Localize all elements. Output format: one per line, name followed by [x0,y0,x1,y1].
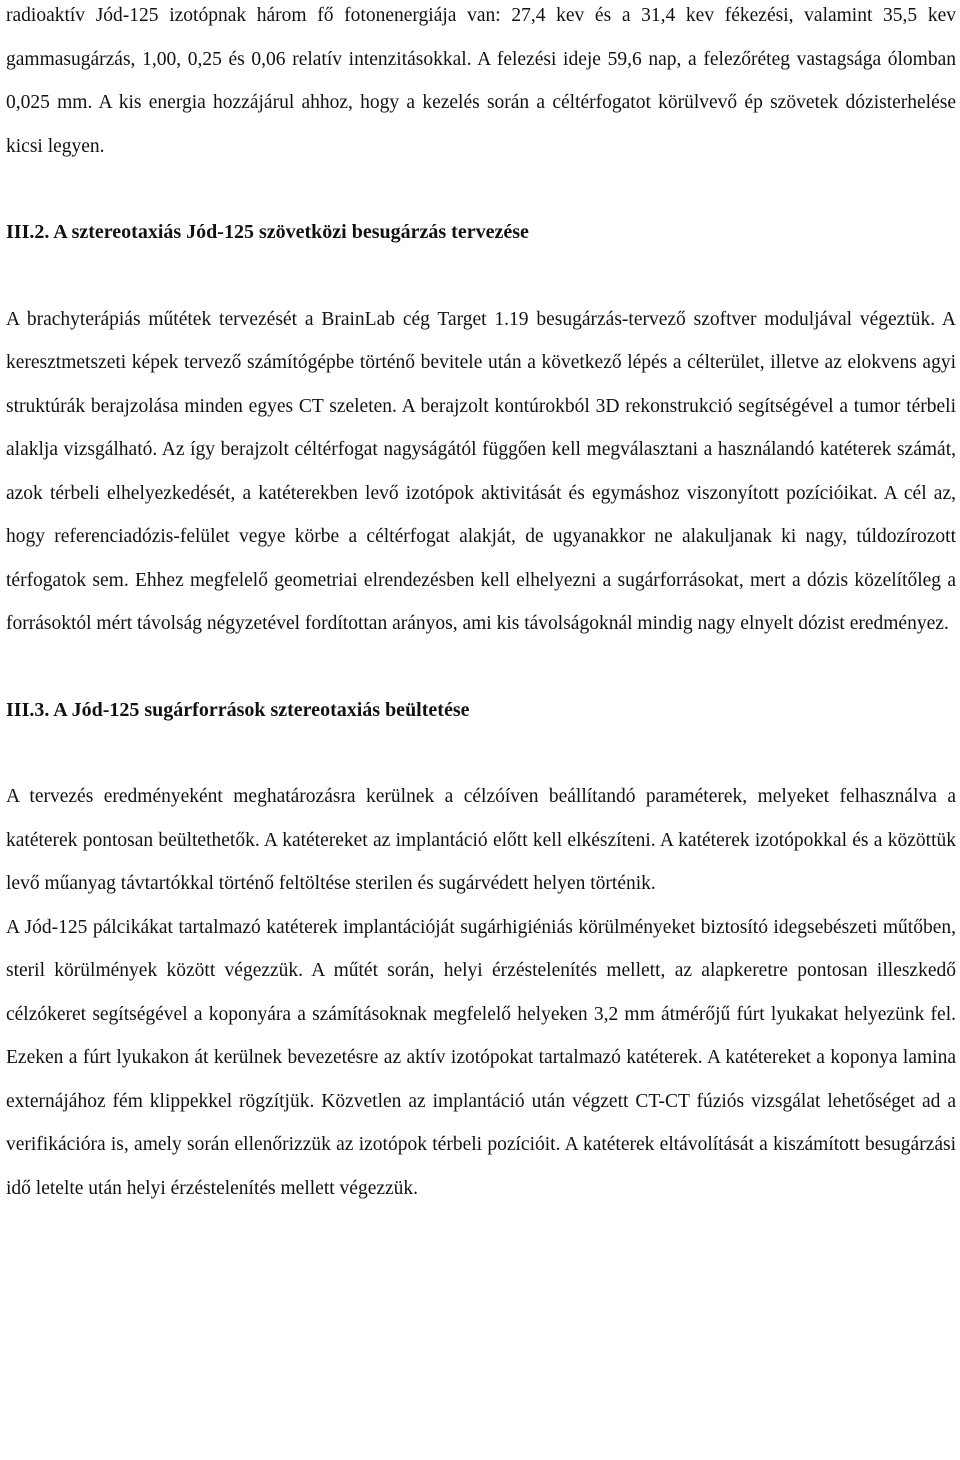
paragraph-implant-procedure: A Jód-125 pálcikákat tartalmazó katéterek implantációját sugárhigiéniás körülményeket biztosító idegsebészeti műtőben, steril körülmények között végezzük. A műtét során, helyi érzéstelenítés mellett, az alapkeretre pontosan illeszkedő célzókeret segítségével a koponyára a számításoknak megfelelő helyeken 3,2 mm átmérőjű fúrt lyukakat helyezünk fel. Ezeken a fúrt lyukakon át kerülnek bevezetésre az aktív izotópokat tartalmazó katéterek. A katétereket a koponya lamina externájához fém klippekkel rögzítjük. Közvetlen az implantáció után végzett CT-CT fúziós vizsgálat lehetőséget ad a verifikációra is, amely során ellenőrizzük az izotópok térbeli pozícióit. A katéterek eltávolítását a kiszámított besugárzási idő letelte után helyi érzéstelenítés mellett végezzük. [6,916,956,1199]
document-page [6,0,956,1210]
paragraph-planning: A brachyterápiás műtétek tervezését a BrainLab cég Target 1.19 besugárzás-tervező szoftver moduljával végeztük. A keresztmetszeti képek tervező számítógépbe történő bevitele után a következő lépés a célterület, illetve az elokvens agyi struktúrák berajzolása minden egyes CT szeleten. A berajzolt kontúrokból 3D rekonstrukció segítségével a tumor térbeli alaklja vizsgálható. Az így berajzolt céltérfogat nagyságától függően kell megválasztani a használandó katéterek számát, azok térbeli elhelyezkedését, a katéterekben levő izotópok aktivitását és egymáshoz viszonyított pozícióikat. A cél az, hogy referenciadózis-felület vegye körbe a céltérfogat alakját, de ugyanakkor ne alakuljanak ki nagy, túldozírozott térfogatok sem. Ehhez megfelelő geometriai elrendezésben kell elhelyezni a sugárforrásokat, mert a dózis közelítőleg a forrásoktól mért távolság négyzetével fordítottan arányos, ami kis távolságoknál mindig nagy elnyelt dózist eredményez. [6,308,956,634]
heading-section-3-2: III.2. A sztereotaxiás Jód-125 szövetközi besugárzás tervezése [6,221,529,243]
heading-section-3-3: III.3. A Jód-125 sugárforrások sztereotaxiás beültetése [6,698,470,721]
paragraph-implant-preparation: A tervezés eredményeként meghatározásra kerülnek a célzóíven beállítandó paraméterek, melyeket felhasználva a katéterek pontosan beültethetők. A katétereket az implantáció előtt kell elkészíteni. A katéterek izotópokkal és a közöttük levő műanyag távtartókkal történő feltöltése sterilen és sugárvédett helyen történik. [6,786,956,894]
paragraph-isotope-properties: radioaktív Jód-125 izotópnak három fő fotonenergiája van: 27,4 kev és a 31,4 kev fékezési, valamint 35,5 kev gammasugárzás, 1,00, 0,25 és 0,06 relatív intenzitásokkal. A felezési ideje 59,6 nap, a felezőréteg vastagsága ólomban 0,025 mm. A kis energia hozzájárul ahhoz, hogy a kezelés során a céltérfogatot körülvevő ép szövetek dózisterhelése kicsi legyen. [6,5,956,157]
